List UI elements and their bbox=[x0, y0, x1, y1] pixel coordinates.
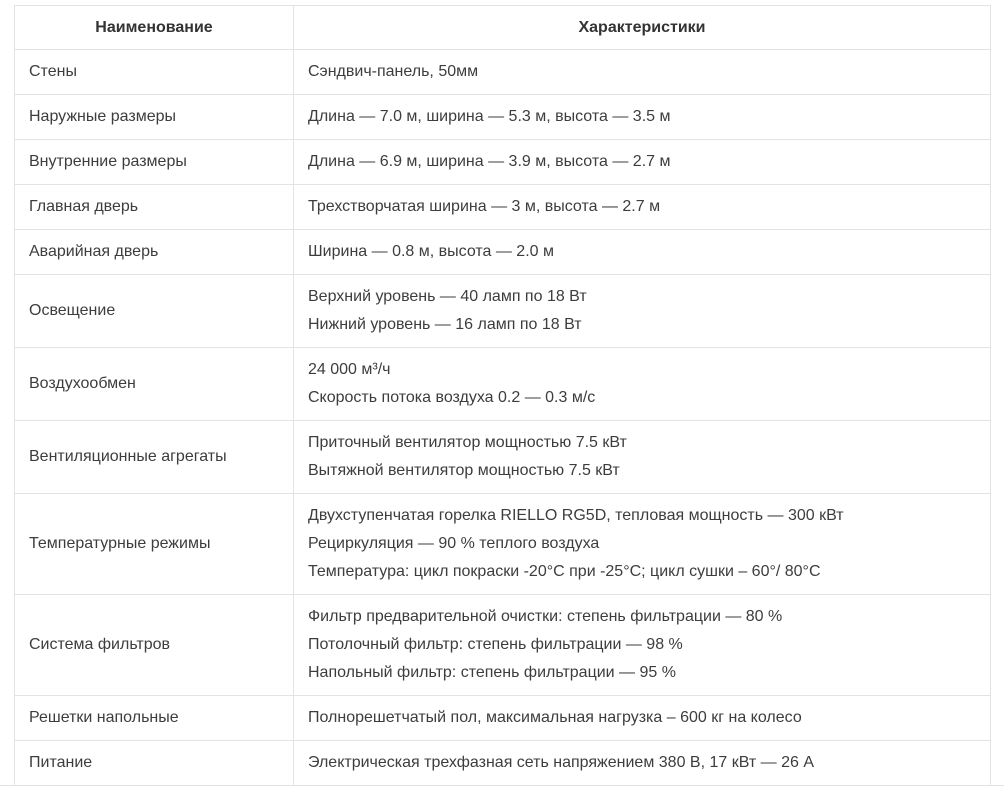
row-name-cell: Система фильтров bbox=[15, 595, 294, 696]
spec-line: Вытяжной вентилятор мощностью 7.5 кВт bbox=[308, 462, 620, 479]
table-row bbox=[15, 421, 991, 494]
spec-line: Приточный вентилятор мощностью 7.5 кВт bbox=[308, 434, 627, 451]
spec-line: Напольный фильтр: степень фильтрации — 95 % bbox=[308, 664, 676, 681]
spec-line: Электрическая трехфазная сеть напряжением 380 В, 17 кВт — 26 А bbox=[308, 754, 814, 771]
table-row bbox=[15, 275, 991, 348]
row-name-cell: Освещение bbox=[15, 275, 294, 348]
row-specs-cell bbox=[294, 95, 991, 140]
table-header bbox=[15, 6, 991, 50]
spec-line: Нижний уровень — 16 ламп по 18 Вт bbox=[308, 316, 582, 333]
row-name-cell: Решетки напольные bbox=[15, 696, 294, 741]
row-specs-cell bbox=[294, 275, 991, 348]
row-specs-cell bbox=[294, 741, 991, 786]
spec-table bbox=[14, 5, 991, 786]
row-name-cell: Вентиляционные агрегаты bbox=[15, 421, 294, 494]
row-specs-cell bbox=[294, 50, 991, 95]
row-specs-cell bbox=[294, 696, 991, 741]
spec-line: Верхний уровень — 40 ламп по 18 Вт bbox=[308, 288, 587, 305]
row-specs-cell bbox=[294, 140, 991, 185]
table-row bbox=[15, 494, 991, 595]
table-row bbox=[15, 50, 991, 95]
spec-line: Сэндвич-панель, 50мм bbox=[308, 63, 479, 80]
row-specs-cell bbox=[294, 421, 991, 494]
spec-line: 24 000 м³/ч bbox=[308, 361, 391, 378]
spec-line: Длина — 6.9 м, ширина — 3.9 м, высота — 2.7 м bbox=[308, 153, 671, 170]
header-name: Наименование bbox=[15, 6, 294, 50]
header-row bbox=[15, 6, 991, 50]
row-name-cell: Внутренние размеры bbox=[15, 140, 294, 185]
table-row bbox=[15, 140, 991, 185]
spec-line: Длина — 7.0 м, ширина — 5.3 м, высота — 3.5 м bbox=[308, 108, 671, 125]
row-name-cell: Воздухообмен bbox=[15, 348, 294, 421]
spec-line: Ширина — 0.8 м, высота — 2.0 м bbox=[308, 243, 554, 260]
table-row bbox=[15, 230, 991, 275]
spec-line: Температура: цикл покраски -20°C при -25°C; цикл сушки – 60°/ 80°C bbox=[308, 563, 821, 580]
table-body bbox=[15, 50, 991, 786]
row-name-cell: Стены bbox=[15, 50, 294, 95]
table-row bbox=[15, 95, 991, 140]
row-name-cell: Наружные размеры bbox=[15, 95, 294, 140]
row-specs-cell bbox=[294, 185, 991, 230]
row-name-cell: Температурные режимы bbox=[15, 494, 294, 595]
spec-line: Трехстворчатая ширина — 3 м, высота — 2.7 м bbox=[308, 198, 661, 215]
row-specs-cell bbox=[294, 494, 991, 595]
spec-line: Фильтр предварительной очистки: степень фильтрации — 80 % bbox=[308, 608, 783, 625]
table-row bbox=[15, 595, 991, 696]
table-row bbox=[15, 185, 991, 230]
spec-line: Рециркуляция — 90 % теплого воздуха bbox=[308, 535, 600, 552]
spec-line: Двухступенчатая горелка RIELLO RG5D, тепловая мощность — 300 кВт bbox=[308, 507, 844, 524]
header-specs: Характеристики bbox=[294, 6, 991, 50]
row-specs-cell bbox=[294, 595, 991, 696]
row-name-cell: Главная дверь bbox=[15, 185, 294, 230]
spec-line: Потолочный фильтр: степень фильтрации — 98 % bbox=[308, 636, 683, 653]
spec-table-container bbox=[0, 5, 1004, 786]
table-row bbox=[15, 696, 991, 741]
row-name-cell: Питание bbox=[15, 741, 294, 786]
spec-line: Скорость потока воздуха 0.2 — 0.3 м/с bbox=[308, 389, 596, 406]
table-row bbox=[15, 348, 991, 421]
row-specs-cell bbox=[294, 348, 991, 421]
row-specs-cell bbox=[294, 230, 991, 275]
row-name-cell: Аварийная дверь bbox=[15, 230, 294, 275]
table-row bbox=[15, 741, 991, 786]
spec-line: Полнорешетчатый пол, максимальная нагрузка – 600 кг на колесо bbox=[308, 709, 802, 726]
